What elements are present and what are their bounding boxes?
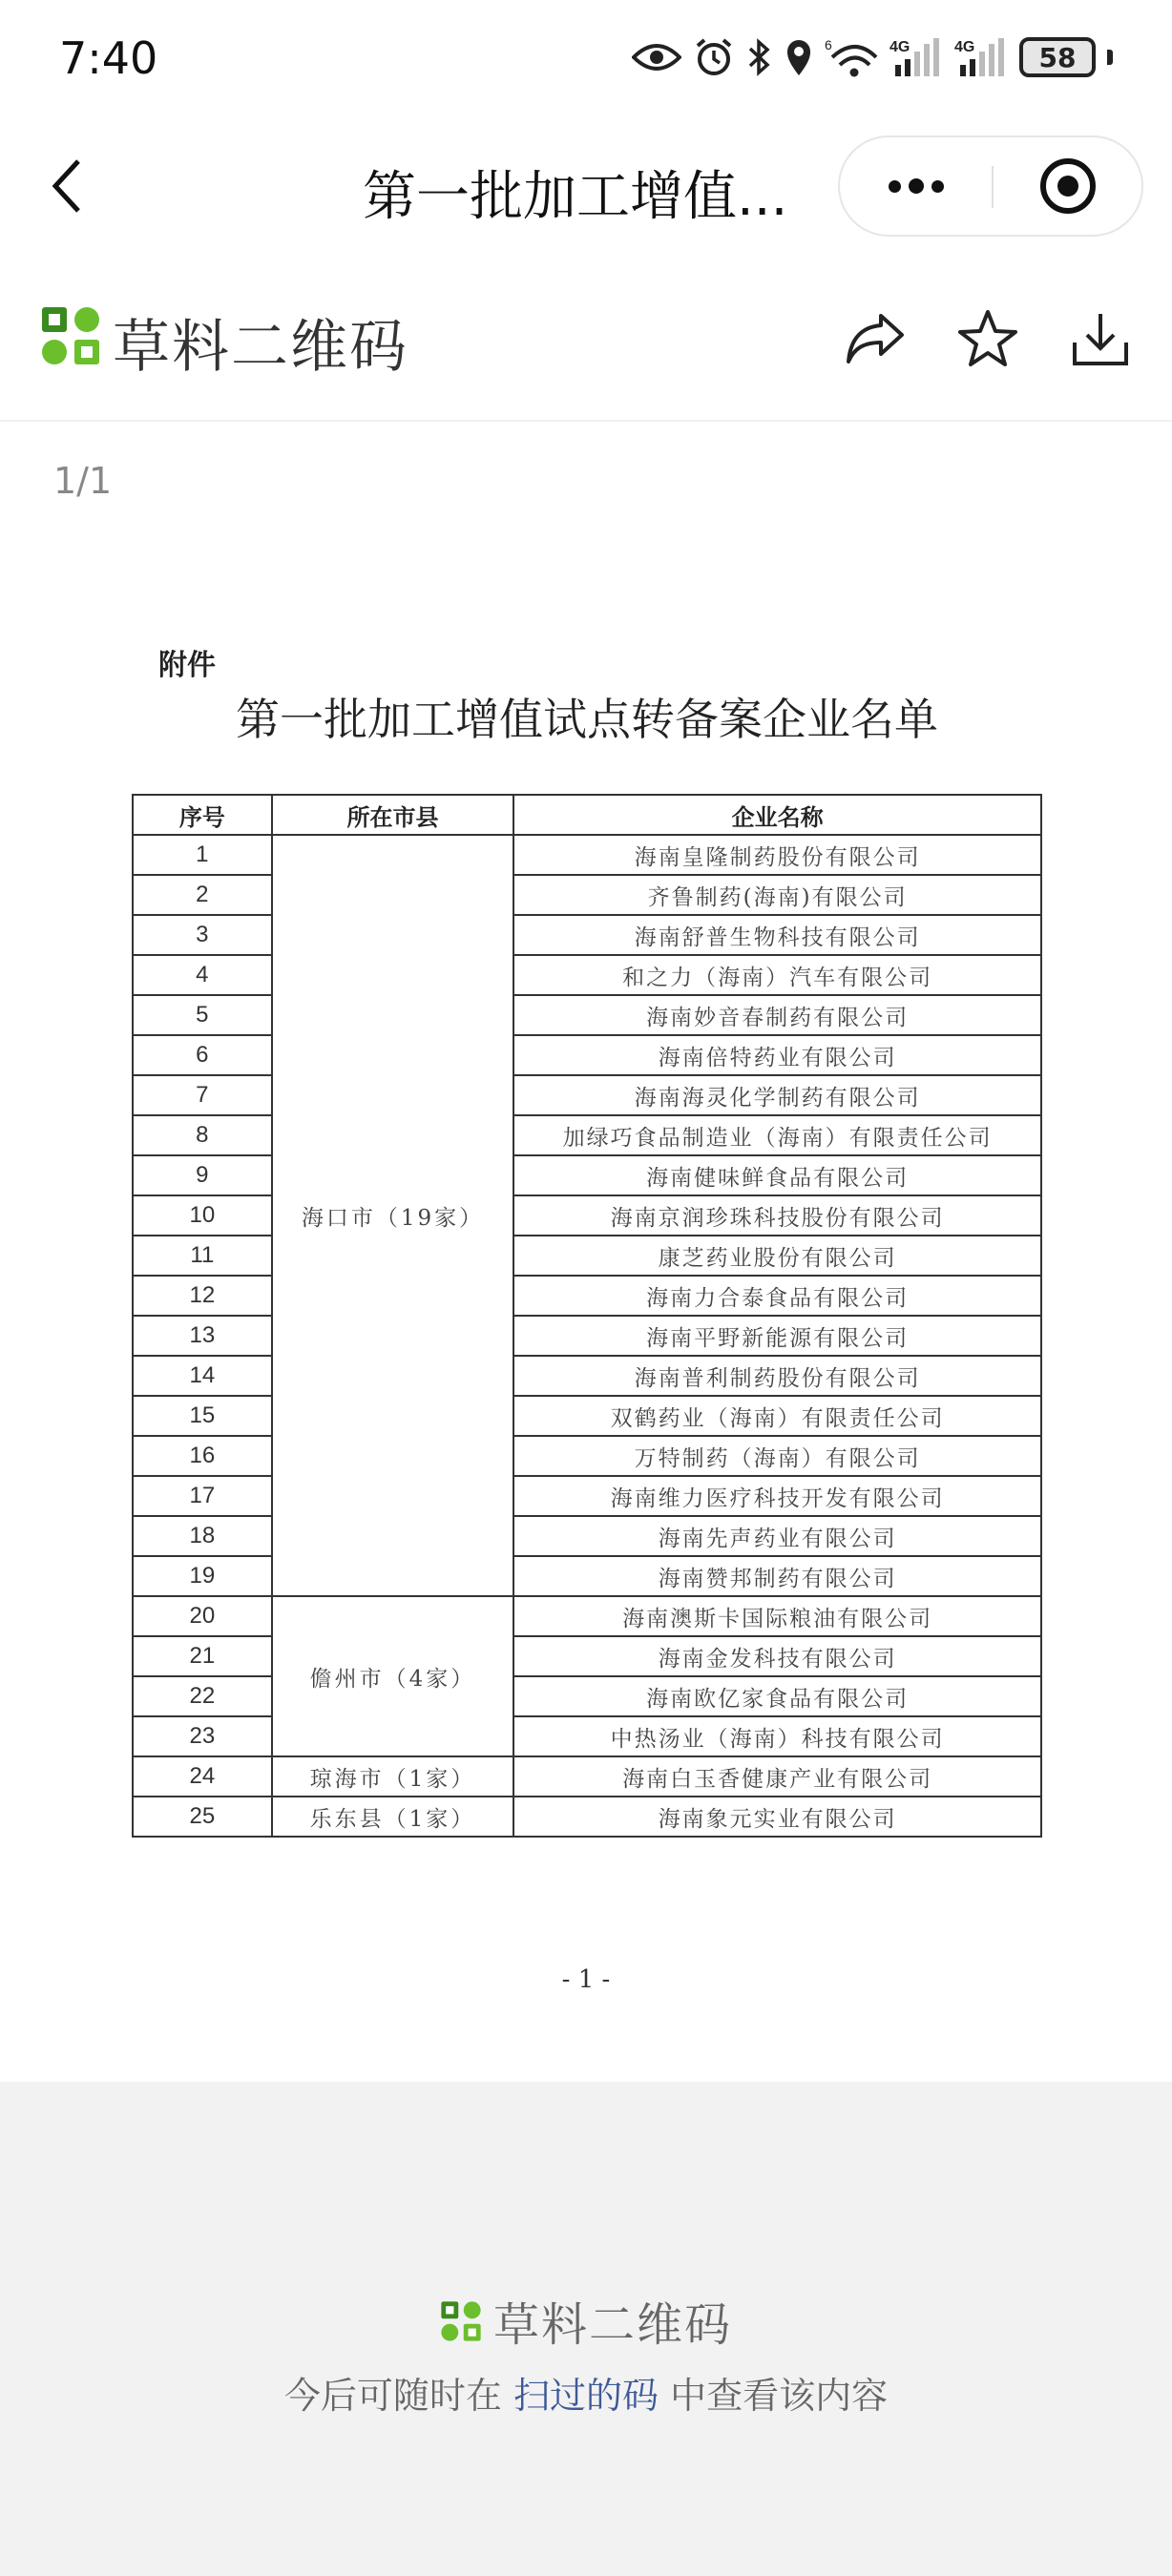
attachment-label: 附件: [158, 649, 216, 682]
brand-actions: [840, 303, 1136, 374]
eye-icon: [632, 40, 681, 74]
row-number: 8: [133, 1115, 272, 1155]
document-title: 第一批加工增值试点转备案企业名单: [236, 694, 938, 745]
network-label-1: 4G: [889, 39, 910, 55]
company-name: 海南普利制药股份有限公司: [513, 1356, 1041, 1396]
row-number: 5: [133, 995, 272, 1035]
footer-hint-after: 中查看该内容: [659, 2375, 889, 2417]
row-number: 2: [133, 875, 272, 915]
brand-name: 草料二维码: [113, 314, 408, 381]
chevron-left-icon: [50, 157, 84, 215]
table-row: [133, 875, 1041, 915]
signal-icon-2: [954, 36, 1008, 78]
company-name: 万特制药（海南）有限公司: [513, 1436, 1041, 1476]
row-number: 21: [133, 1636, 272, 1676]
table-row: [133, 1716, 1041, 1756]
favorite-button[interactable]: [952, 303, 1023, 374]
company-name: 海南欧亿家食品有限公司: [513, 1676, 1041, 1716]
status-icons: [632, 34, 1113, 80]
footer-brand-name: 草料二维码: [492, 2298, 732, 2352]
table-row: [133, 1676, 1041, 1716]
table-row: [133, 1756, 1041, 1797]
table-header-row: [133, 795, 1041, 835]
mini-program-capsule: [838, 135, 1143, 237]
footer-hint: [0, 2366, 1172, 2419]
table-row: [133, 1476, 1041, 1516]
row-number: 14: [133, 1356, 272, 1396]
company-name: 加绿巧食品制造业（海南）有限责任公司: [513, 1115, 1041, 1155]
company-name: 海南舒普生物科技有限公司: [513, 915, 1041, 955]
enterprise-table: [132, 794, 1042, 1838]
close-button[interactable]: [993, 137, 1143, 235]
status-bar: [0, 0, 1172, 114]
network-label-2: 4G: [954, 39, 975, 55]
row-number: 22: [133, 1676, 272, 1716]
download-icon: [1071, 310, 1130, 367]
row-number: 9: [133, 1155, 272, 1195]
company-name: 齐鲁制药(海南)有限公司: [513, 875, 1041, 915]
table-row: [133, 1636, 1041, 1676]
company-name: 康芝药业股份有限公司: [513, 1236, 1041, 1276]
company-name: 海南维力医疗科技开发有限公司: [513, 1476, 1041, 1516]
footer-hint-before: 今后可随时在: [283, 2375, 513, 2417]
company-name: 海南白玉香健康产业有限公司: [513, 1756, 1041, 1797]
header-number: 序号: [133, 795, 272, 835]
table-row: [133, 1596, 1041, 1636]
table-row: [133, 1396, 1041, 1436]
company-name: 海南皇隆制药股份有限公司: [513, 835, 1041, 875]
alarm-icon: [693, 36, 735, 78]
page-counter: 1/1: [53, 460, 113, 502]
company-name: 海南京润珍珠科技股份有限公司: [513, 1195, 1041, 1236]
close-target-icon: [1038, 156, 1098, 216]
table-row: [133, 1115, 1041, 1155]
share-button[interactable]: [840, 303, 910, 374]
wifi-icon: [825, 36, 878, 78]
footer: [0, 2082, 1172, 2576]
table-row: [133, 1356, 1041, 1396]
caoliao-logo-icon: [440, 2300, 482, 2342]
city-cell: 琼海市（1家）: [272, 1756, 514, 1797]
table-row: [133, 1797, 1041, 1837]
company-name: 海南象元实业有限公司: [513, 1797, 1041, 1837]
more-dot-icon: [909, 178, 924, 194]
table-row: [133, 1516, 1041, 1556]
location-icon: [785, 37, 813, 77]
company-name: 海南先声药业有限公司: [513, 1516, 1041, 1556]
table-row: [133, 835, 1041, 875]
company-name: 海南海灵化学制药有限公司: [513, 1075, 1041, 1115]
table-row: [133, 1436, 1041, 1476]
row-number: 12: [133, 1276, 272, 1316]
row-number: 25: [133, 1797, 272, 1837]
table-row: [133, 1155, 1041, 1195]
row-number: 6: [133, 1035, 272, 1075]
company-name: 海南健味鲜食品有限公司: [513, 1155, 1041, 1195]
table-row: [133, 1316, 1041, 1356]
nav-title: 第一批加工增值...: [363, 166, 788, 228]
table-row: [133, 995, 1041, 1035]
caoliao-logo-icon: [40, 305, 101, 366]
company-name: 海南澳斯卡国际粮油有限公司: [513, 1596, 1041, 1636]
row-number: 10: [133, 1195, 272, 1236]
company-name: 海南赞邦制药有限公司: [513, 1556, 1041, 1596]
share-icon: [845, 310, 906, 367]
row-number: 1: [133, 835, 272, 875]
company-name: 海南金发科技有限公司: [513, 1636, 1041, 1676]
nav-bar: [0, 114, 1172, 258]
row-number: 16: [133, 1436, 272, 1476]
footer-brand: [0, 2288, 1172, 2354]
signal-icon-1: [889, 36, 943, 78]
row-number: 7: [133, 1075, 272, 1115]
company-name: 海南平野新能源有限公司: [513, 1316, 1041, 1356]
status-time: 7:40: [59, 32, 158, 84]
table-body: [133, 835, 1041, 1837]
table-row: [133, 1276, 1041, 1316]
company-name: 海南倍特药业有限公司: [513, 1035, 1041, 1075]
star-icon: [956, 308, 1019, 369]
row-number: 11: [133, 1236, 272, 1276]
table-row: [133, 1556, 1041, 1596]
more-dot-icon: [889, 180, 901, 193]
row-number: 19: [133, 1556, 272, 1596]
download-button[interactable]: [1065, 303, 1136, 374]
company-name: 海南妙音春制药有限公司: [513, 995, 1041, 1035]
more-button[interactable]: [840, 137, 993, 235]
row-number: 17: [133, 1476, 272, 1516]
city-cell: 儋州市（4家）: [272, 1596, 514, 1756]
header-company: 企业名称: [513, 795, 1041, 835]
header-city: 所在市县: [272, 795, 514, 835]
row-number: 20: [133, 1596, 272, 1636]
row-number: 18: [133, 1516, 272, 1556]
table-row: [133, 955, 1041, 995]
table-row: [133, 1035, 1041, 1075]
company-name: 双鹤药业（海南）有限责任公司: [513, 1396, 1041, 1436]
table-row: [133, 1195, 1041, 1236]
row-number: 24: [133, 1756, 272, 1797]
row-number: 23: [133, 1716, 272, 1756]
scanned-codes-link[interactable]: 扫过的码: [513, 2375, 659, 2417]
row-number: 4: [133, 955, 272, 995]
battery-indicator: 58: [1019, 37, 1096, 77]
bluetooth-icon: [746, 37, 773, 77]
city-cell: 海口市（19家）: [272, 835, 514, 1596]
battery-tip: [1107, 50, 1113, 65]
more-dot-icon: [931, 180, 944, 193]
page-number: - 1 -: [561, 1965, 611, 1994]
back-button[interactable]: [38, 153, 95, 219]
city-cell: 乐东县（1家）: [272, 1797, 514, 1837]
brand-bar: [0, 277, 1172, 422]
row-number: 15: [133, 1396, 272, 1436]
row-number: 13: [133, 1316, 272, 1356]
row-number: 3: [133, 915, 272, 955]
company-name: 和之力（海南）汽车有限公司: [513, 955, 1041, 995]
document-page: [0, 534, 1172, 2080]
company-name: 中热汤业（海南）科技有限公司: [513, 1716, 1041, 1756]
wifi-badge: 6: [825, 37, 832, 52]
company-name: 海南力合泰食品有限公司: [513, 1276, 1041, 1316]
table-row: [133, 915, 1041, 955]
table-row: [133, 1236, 1041, 1276]
table-row: [133, 1075, 1041, 1115]
